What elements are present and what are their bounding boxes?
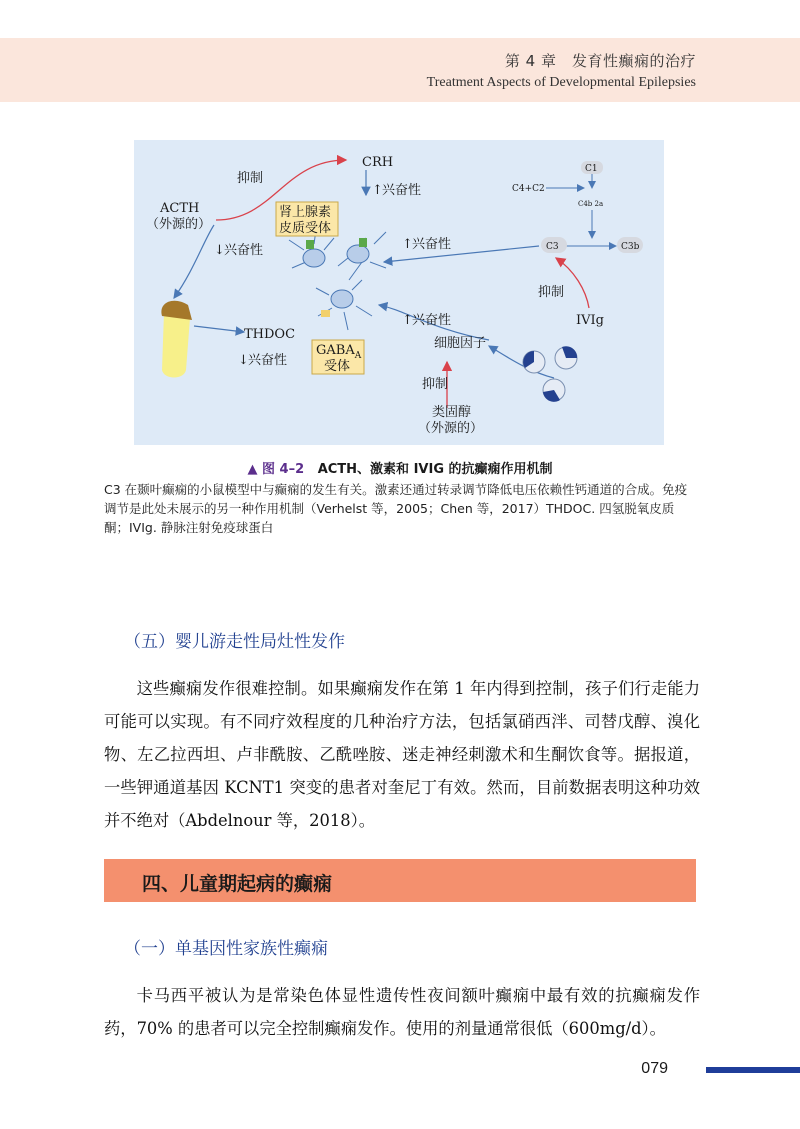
label-excit-thdoc-arrow: ↓	[238, 353, 249, 368]
neuron-2	[347, 245, 369, 263]
caption-triangle-icon: ▲	[247, 462, 258, 477]
label-receptor-1: 肾上腺素	[279, 205, 332, 220]
adrenal-to-thdoc-arrow	[194, 326, 244, 332]
label-receptor-2: 皮质受体	[279, 221, 332, 236]
receptor-green-1	[306, 240, 314, 249]
label-excit-cytokine-arrow: ↑	[402, 313, 413, 328]
label-excit-left-arrow: ↓	[214, 243, 225, 258]
label-ivig: IVIg	[576, 313, 604, 328]
label-c4c2: C4+C2	[512, 184, 545, 194]
page-number: 079	[641, 1060, 668, 1077]
figure-caption-body: C3 在颞叶癫痫的小鼠模型中与癫痫的发生有关。激素还通过转录调节降低电压依赖性钙通道的合成。免疫调节是此处未展示的另一种作用机制（Verhelst 等，2005；Chen 等，2017）THDOC. 四氢脱氧皮质酮；IVIg. 静脉注射免疫球蛋白	[104, 482, 688, 535]
label-inhibit-top: 抑制	[237, 171, 264, 186]
receptor-yellow	[321, 310, 330, 317]
figure-caption-title	[0, 458, 800, 477]
chapter-title-en: Treatment Aspects of Developmental Epilepsies	[426, 75, 696, 90]
mechanism-diagram	[134, 140, 664, 445]
neuron-1	[303, 249, 325, 267]
adrenal-medulla	[162, 312, 190, 378]
chapter-title-cn: 第 4 章 发育性癫痫的治疗	[504, 52, 696, 70]
label-excit-crh: 兴奋性	[382, 183, 422, 198]
label-gaba-receptor: 受体	[324, 359, 351, 374]
immune-cells	[523, 346, 577, 402]
figure-4-2	[134, 140, 664, 445]
label-excit-thdoc: 兴奋性	[248, 353, 288, 368]
label-c3b: C3b	[621, 242, 640, 252]
section-title-4: 四、儿童期起病的癫痫	[142, 873, 333, 895]
paragraph-infant-seizures: 这些癫痫发作很难控制。如果癫痫发作在第 1 年内得到控制，孩子们行走能力可能可以实现。有不同疗效程度的几种治疗方法，包括氯硝西泮、司替戊醇、溴化物、左乙拉西坦、卢非酰胺、乙酰唑胺、迷走神经刺激术和生酮饮食等。据报道，一些钾通道基因 KCNT1 突变的患者对奎尼丁有效。然而，目前数据表明这种功效并不绝对（Abdelnour 等，2018）。	[104, 679, 700, 830]
label-gaba: $GABA_A$	[316, 343, 362, 361]
label-excit-mid-arrow: ↑	[402, 237, 413, 252]
label-c4b2a: C4b 2a	[578, 200, 604, 208]
label-steroid-exo: （外源的）	[418, 421, 484, 436]
subsection-heading-5: （五）婴儿游走性局灶性发作	[124, 632, 345, 652]
paragraph-monogenic: 卡马西平被认为是常染色体显性遗传性夜间额叶癫痫中最有效的抗癫痫发作药，70% 的患者可以完全控制癫痫发作。使用的剂量通常很低（600mg/d）。	[104, 986, 700, 1038]
label-excit-mid: 兴奋性	[412, 237, 452, 252]
subsection-heading-1: （一）单基因性家族性癫痫	[124, 939, 328, 959]
label-excit-left: 兴奋性	[224, 243, 264, 258]
label-acth: ACTH	[160, 201, 200, 216]
label-inhibit-steroid: 抑制	[422, 377, 449, 392]
label-steroid: 类固醇	[432, 405, 472, 420]
label-cytokine: 细胞因子	[434, 336, 487, 351]
label-inhibit-ivig: 抑制	[538, 285, 565, 300]
neuron-branches	[289, 230, 386, 330]
label-thdoc: THDOC	[244, 327, 296, 342]
label-c3: C3	[546, 242, 559, 252]
receptor-green-2	[359, 238, 367, 247]
caption-title: ACTH、激素和 IVIG 的抗癫痫作用机制	[317, 462, 553, 477]
label-excit-cytokine: 兴奋性	[412, 313, 452, 328]
caption-label: 图 4–2	[262, 462, 305, 477]
label-crh: CRH	[362, 155, 394, 170]
label-acth-exo: （外源的）	[146, 217, 212, 232]
acth-to-adrenal-arrow	[174, 225, 214, 298]
label-c1: C1	[585, 164, 598, 174]
neuron-3	[331, 290, 353, 308]
label-excit-crh-arrow: ↑	[372, 183, 383, 198]
ivig-inhibit-arrow	[556, 258, 589, 308]
page-number-bar	[706, 1067, 800, 1073]
